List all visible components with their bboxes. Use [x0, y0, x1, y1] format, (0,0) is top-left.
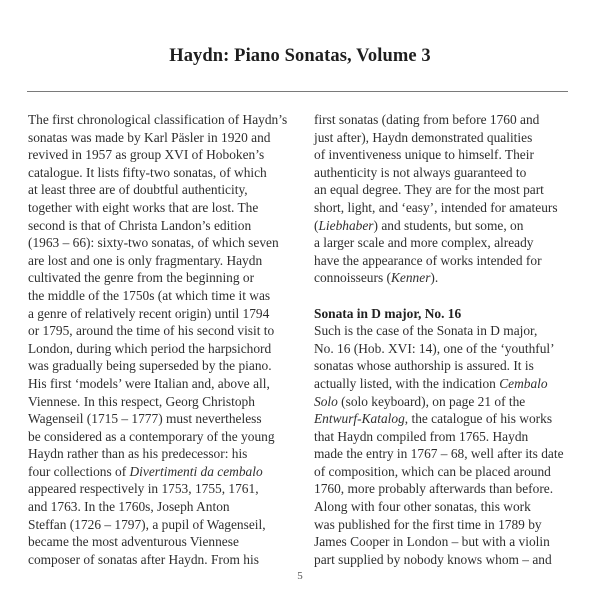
text-line: sonatas was made by Karl Päsler in 1920 and: [28, 129, 271, 145]
text-line: James Cooper in London – but with a violin: [314, 534, 550, 550]
text-line: together with eight works that are lost. The: [28, 199, 259, 215]
text-line: catalogue. It lists fifty-two sonatas, of which: [28, 164, 267, 180]
text-line: No. 16 (Hob. XVI: 14), one of the ‘youthful’: [314, 340, 555, 356]
text-line: be considered as a contemporary of the young: [28, 428, 275, 444]
text-line: composer of sonatas after Haydn. From his: [28, 551, 259, 567]
text-line: of composition, which can be placed around: [314, 463, 551, 479]
text-line: [314, 269, 576, 287]
text-fragment: (solo keyboard), on page 21 of the: [337, 393, 526, 409]
text-line: Wagenseil (1715 – 1777) must nevertheless: [28, 411, 262, 427]
text-line: authenticity is not always guaranteed to: [314, 164, 527, 180]
text-line: appeared respectively in 1753, 1755, 1761,: [28, 481, 259, 497]
text-line: (1963 – 66): sixty-two sonatas, of which seven: [28, 235, 279, 251]
page-number: 5: [297, 570, 303, 582]
text-line: a genre of relatively recent origin) until 1794: [28, 305, 270, 321]
text-line: Viennese. In this respect, Georg Christoph: [28, 393, 255, 409]
text-fragment: , the catalogue of his works: [404, 411, 553, 427]
italic-term: Entwurf-Katalog: [314, 411, 405, 427]
text-fragment: ).: [430, 270, 439, 286]
text-line: Along with four other sonatas, this work: [314, 499, 531, 515]
text-line: [314, 410, 576, 428]
italic-term: Solo: [314, 393, 338, 409]
text-fragment: four collections of: [28, 463, 130, 479]
text-line: or 1795, around the time of his second visit to: [28, 323, 275, 339]
text-line: [28, 463, 296, 481]
text-fragment: (: [314, 217, 319, 233]
text-line: revived in 1957 as group XVI of Hoboken’s: [28, 147, 265, 163]
text-line: [314, 217, 576, 235]
italic-title: Divertimenti da cembalo: [129, 463, 263, 479]
text-line: London, during which period the harpsichord: [28, 340, 272, 356]
text-line: second is that of Christa Landon’s edition: [28, 217, 252, 233]
text-line: first sonatas (dating from before 1760 and: [314, 112, 540, 127]
text-line: that Haydn compiled from 1765. Haydn: [314, 428, 529, 444]
text-line: was published for the first time in 1789 by: [314, 516, 542, 532]
text-line: a larger scale and more complex, already: [314, 235, 534, 251]
page-title: Haydn: Piano Sonatas, Volume 3: [169, 46, 431, 66]
text-line: the middle of the 1750s (at which time it was: [28, 287, 271, 303]
text-line: just after), Haydn demonstrated qualities: [314, 129, 533, 145]
text-line: 1760, more probably afterwards than before.: [314, 481, 554, 497]
left-column: [28, 111, 296, 568]
paragraph-gap: [314, 287, 576, 305]
text-line: Haydn rather than as his predecessor: his: [28, 446, 248, 462]
text-line: Steffan (1726 – 1797), a pupil of Wagenseil,: [28, 516, 266, 532]
text-line: Such is the case of the Sonata in D major,: [314, 323, 538, 339]
italic-term: Liebhaber: [318, 217, 374, 233]
text-fragment: actually listed, with the indication: [314, 375, 500, 391]
text-line: of inventiveness unique to himself. Their: [314, 147, 534, 163]
text-line: at least three are of doubtful authenticity,: [28, 182, 248, 198]
text-line: sonatas whose authorship is assured. It is: [314, 358, 534, 374]
text-line: [314, 375, 576, 393]
text-line: The first chronological classification of Haydn’s: [28, 112, 288, 127]
text-fragment: connoisseurs (: [314, 270, 391, 286]
text-line: and 1763. In the 1760s, Joseph Anton: [28, 499, 230, 515]
text-line: are lost and one is only fragmentary. Haydn: [28, 252, 263, 268]
section-heading: Sonata in D major, No. 16: [314, 305, 462, 321]
text-line: an equal degree. They are for the most part: [314, 182, 544, 198]
text-line: was gradually being superseded by the piano.: [28, 358, 272, 374]
header-rule: [27, 91, 568, 92]
italic-term: Cembalo: [499, 375, 548, 391]
right-column: [314, 111, 576, 568]
text-line: made the entry in 1767 – 68, well after its date: [314, 446, 564, 462]
text-line: have the appearance of works intended for: [314, 252, 542, 268]
text-line: cultivated the genre from the beginning or: [28, 270, 255, 286]
text-fragment: ) and students, but some, on: [373, 217, 524, 233]
text-line: short, light, and ‘easy’, intended for amateurs: [314, 199, 558, 215]
text-line: became the most adventurous Viennese: [28, 534, 239, 550]
text-line: part supplied by nobody knows whom – and: [314, 551, 552, 567]
text-line: [314, 393, 576, 411]
italic-term: Kenner: [390, 270, 431, 286]
text-line: His first ‘models’ were Italian and, above all,: [28, 375, 270, 391]
